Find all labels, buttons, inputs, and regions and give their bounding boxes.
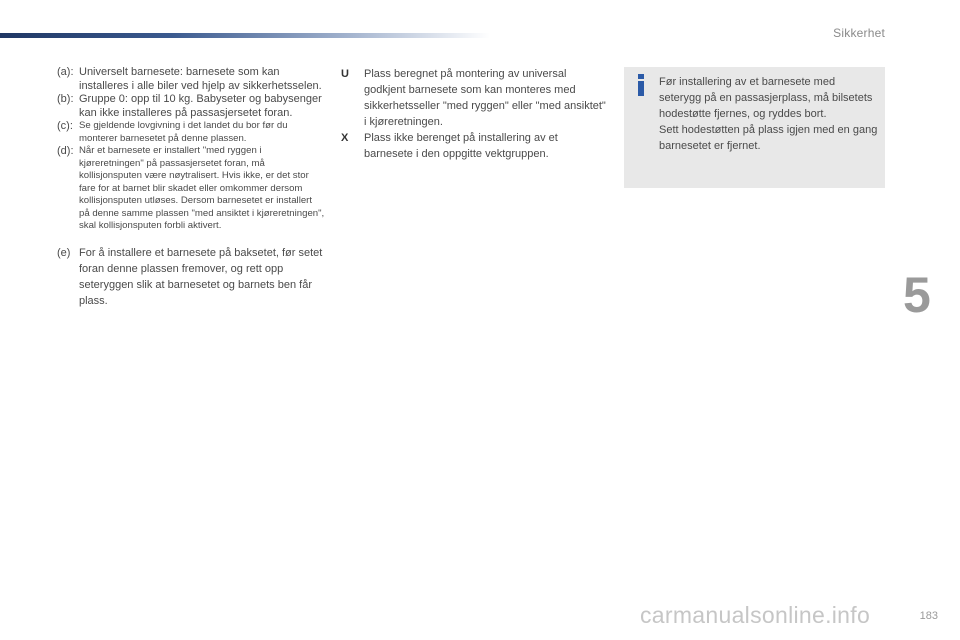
note-a (57, 66, 325, 93)
note-text: Universelt barnesete: barnesete som kan installeres i alle biler ved hjelp av sikkerhetsselen. (79, 66, 322, 92)
note-key: (d): (57, 145, 74, 157)
note-key: (b): (57, 93, 74, 105)
info-icon (635, 74, 647, 96)
page-number: 183 (919, 610, 938, 622)
header-bar (0, 33, 490, 38)
legend-text: Plass ikke berenget på installering av et barnesete i den oppgitte vektgruppen. (364, 132, 558, 160)
note-e (57, 245, 325, 309)
legend-column (341, 66, 606, 162)
info-box (624, 67, 885, 188)
legend-u (341, 66, 606, 130)
section-title: Sikkerhet (833, 26, 885, 40)
note-text: For å installere et barnesete på baksetet, før setet foran denne plassen fremover, og rett opp seteryggen slik at barnesetet og barnets ben får plass. (79, 246, 323, 307)
note-text: Gruppe 0: opp til 10 kg. Babyseter og babysenger kan ikke installeres på passasjersetet foran. (79, 93, 322, 119)
info-text (659, 74, 879, 154)
info-paragraph: Før installering av et barnesete med seterygg på en passasjerplass, må bilsetets hodestøtte fjernes, og ryddes bort. (659, 76, 873, 120)
note-key: (c): (57, 120, 73, 132)
legend-key: U (341, 68, 349, 80)
watermark: carmanualsonline.info (640, 602, 871, 628)
note-text: Se gjeldende lovgivning i det landet du bor før du monterer barnesetet på denne plassen. (79, 120, 288, 144)
legend-key: X (341, 132, 349, 144)
note-key: (a): (57, 66, 74, 78)
chapter-number: 5 (903, 267, 931, 323)
note-text: Når et barnesete er installert "med ryggen i kjøreretningen" på passasjersetet foran, må kollisjonsputen være nøytralisert. Hvis ikke, er det stor fare for at barnet blir skadet eller omkommer dersom kollisjonsputen utløses. Dersom barnesetet er installert på denne samme plassen "med ansiktet i kjøreretningen", skal kollisjonsputen forbli aktivert. (79, 145, 325, 231)
note-d (57, 145, 325, 233)
info-paragraph: Sett hodestøtten på plass igjen med en gang barnesetet er fjernet. (659, 124, 878, 152)
note-b (57, 93, 325, 120)
legend-x (341, 130, 606, 162)
note-key: (e) (57, 246, 71, 259)
note-c (57, 120, 325, 145)
legend-text: Plass beregnet på montering av universal godkjent barnesete som kan monteres med sikkerhetsseller "med ryggen" eller "med ansiktet" i kjøreretningen. (364, 68, 606, 128)
notes-column (57, 66, 325, 309)
